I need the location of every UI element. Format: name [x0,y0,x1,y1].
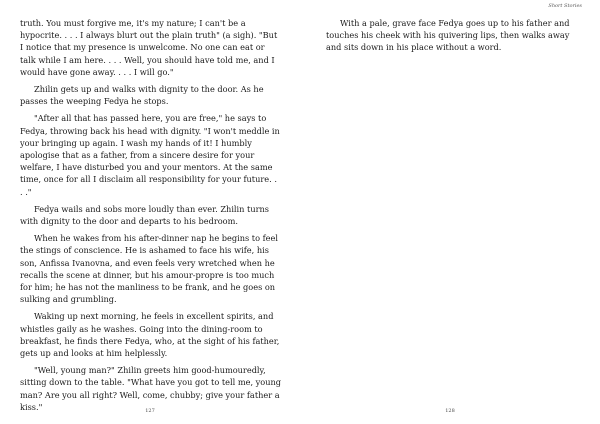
left-page-text [20,17,282,418]
paragraph: "After all that has passed here, you are free," he says to Fedya, throwing back his head with dignity. "I won't meddle in your bringing up again. I wash my hands of it! I humbly apologise that as a father, from a sincere desire for your welfare, I have disturbed you and your mentors. At the same time, once for all I disclaim all responsibility for your future. . . ." [20,113,280,197]
right-page-text [326,17,584,59]
paragraph: Zhilin gets up and walks with dignity to the door. As he passes the weeping Fedya he stops. [20,84,264,107]
paragraph: truth. You must forgive me, it's my nature; I can't be a hypocrite. . . . I always blurt out the plain truth" (a sigh). "But I notice that my presence is unwelcome. No one can eat or talk while I am here. . . . Well, you should have told me, and I would have gone away. . . . I will go." [20,18,278,77]
page-number-right: 128 [445,408,455,414]
paragraph: Waking up next morning, he feels in excellent spirits, and whistles gaily as he washes. Going into the dining-room to breakfast, he finds there Fedya, who, at the sight of his father, gets up and looks at him helplessly. [20,311,280,359]
paragraph: When he wakes from his after-dinner nap he begins to feel the stings of conscience. He is ashamed to face his wife, his son, Anfissa Ivanovna, and even feels very wretched when he recalls the scene at dinner, but his amour-propre is too much for him; he has not the manliness to be frank, and he goes on sulking and grumbling. [20,233,278,305]
paragraph: "Well, young man?" Zhilin greets him good-humouredly, sitting down to the table. "What have you got to tell me, young man? Are you all right? Well, come, chubby; give your father a kiss." [20,365,282,412]
paragraph: Fedya wails and sobs more loudly than ever. Zhilin turns with dignity to the door and departs to his bedroom. [20,203,269,227]
right-page [300,0,600,424]
paragraph: With a pale, grave face Fedya goes up to his father and touches his cheek with his quivering lips, then walks away and sits down in his place without a word. [326,18,570,53]
running-head: Short Stories [548,3,582,9]
page-number-left: 127 [145,408,155,414]
